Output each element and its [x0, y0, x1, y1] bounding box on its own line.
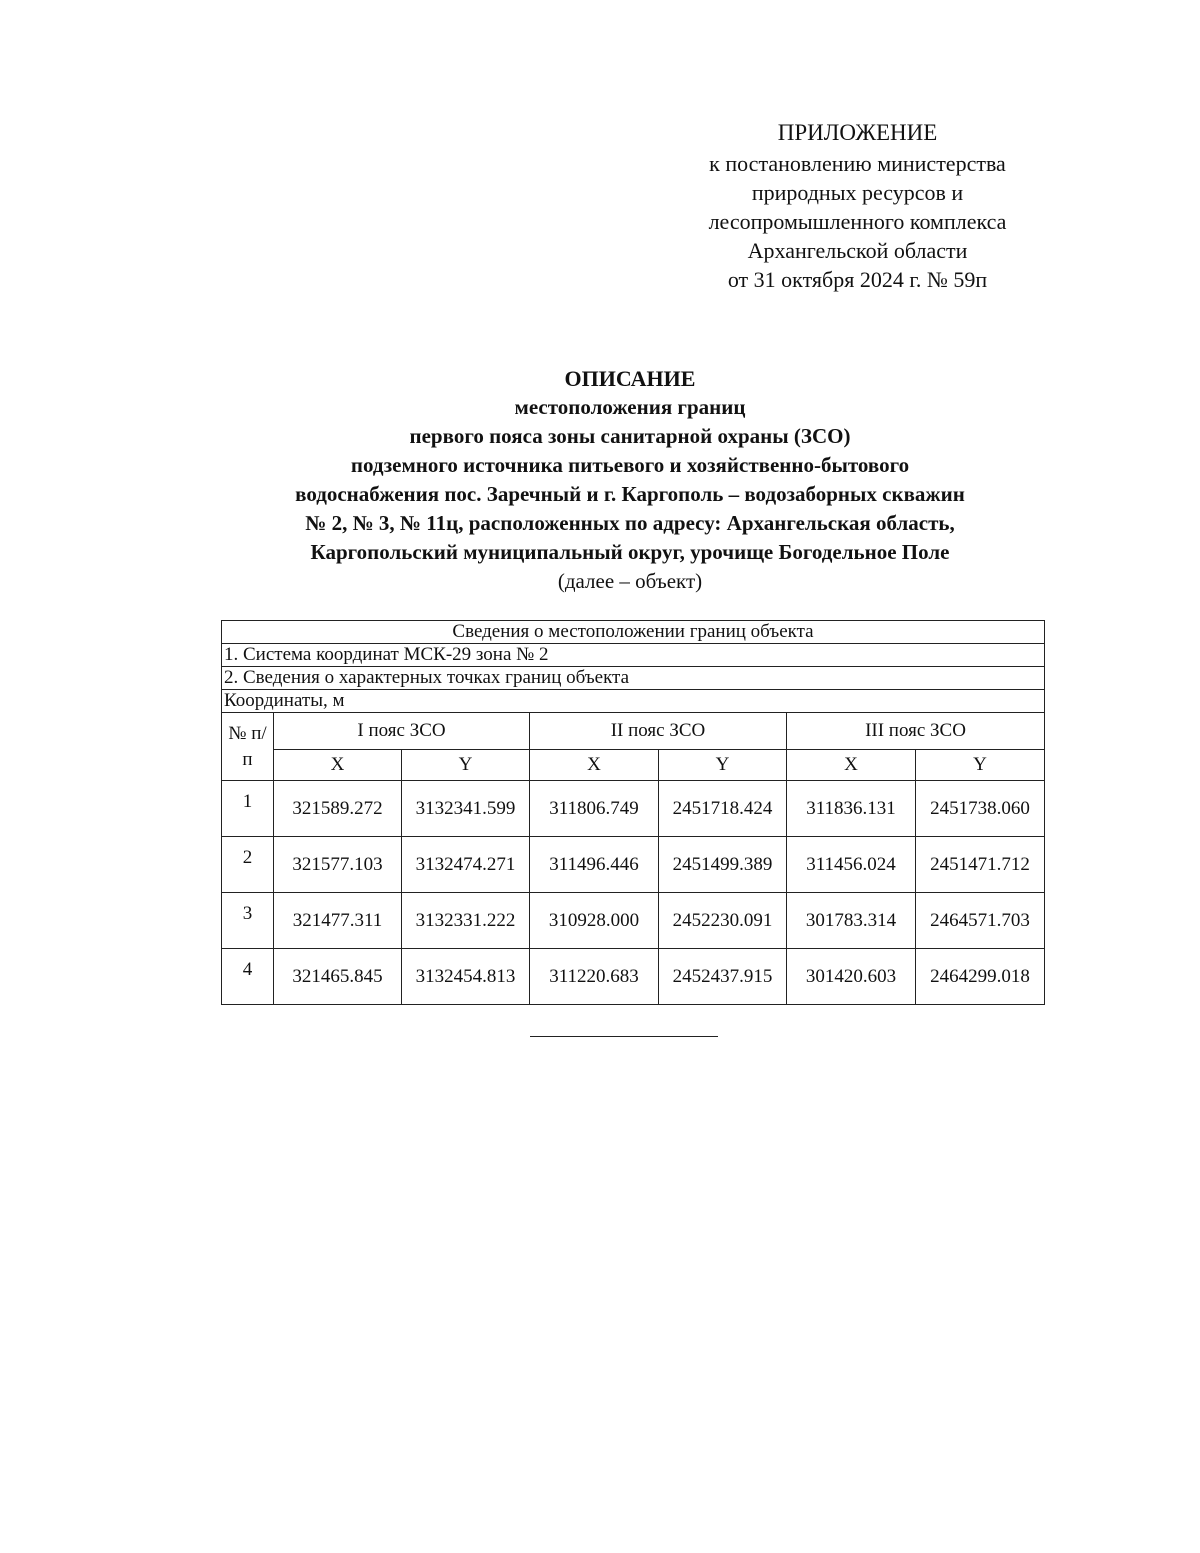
heading-line: Каргопольский муниципальный округ, урочище Богодельное Поле	[310, 540, 950, 564]
axis-header: X	[274, 750, 402, 781]
appendix-title: ПРИЛОЖЕНИЕ	[777, 120, 938, 145]
coordinate-cell: 2451718.424	[659, 781, 787, 837]
coordinate-cell: 3132454.813	[402, 949, 530, 1005]
coordinate-cell: 2451738.060	[916, 781, 1045, 837]
table-info-points: 2. Сведения о характерных точках границ объекта	[222, 667, 1045, 690]
coordinate-cell: 2464571.703	[916, 893, 1045, 949]
heading-line: первого пояса зоны санитарной охраны (ЗСО)	[409, 424, 851, 448]
zone-header-2: II пояс ЗСО	[530, 713, 787, 750]
table-row	[222, 893, 1045, 949]
coordinate-cell: 321589.272	[274, 781, 402, 837]
document-heading	[180, 364, 1080, 596]
coordinate-cell: 311456.024	[787, 837, 916, 893]
coordinates-table	[221, 620, 1045, 1005]
axis-header: Y	[659, 750, 787, 781]
column-header-number	[222, 713, 274, 781]
appendix-date-line: от 31 октября 2024 г. № 59п	[727, 267, 988, 292]
appendix-line: Архангельской области	[747, 238, 968, 263]
axis-header: X	[787, 750, 916, 781]
zone-header-1: I пояс ЗСО	[274, 713, 530, 750]
coordinate-cell: 3132331.222	[402, 893, 530, 949]
appendix-line: лесопромышленного комплекса	[708, 209, 1007, 234]
coordinate-cell: 301783.314	[787, 893, 916, 949]
table-caption: Сведения о местоположении границ объекта	[222, 621, 1045, 644]
appendix-line: природных ресурсов и	[751, 180, 964, 205]
coordinate-cell: 2464299.018	[916, 949, 1045, 1005]
appendix-block	[660, 118, 1055, 294]
appendix-line: к постановлению министерства	[709, 151, 1006, 176]
coordinate-cell: 3132474.271	[402, 837, 530, 893]
heading-line: водоснабжения пос. Заречный и г. Каргополь – водозаборных скважин	[295, 482, 965, 506]
coordinate-cell: 2452437.915	[659, 949, 787, 1005]
table-row	[222, 837, 1045, 893]
heading-line: местоположения границ	[514, 395, 746, 419]
coordinate-cell: 311220.683	[530, 949, 659, 1005]
coordinate-cell: 3132341.599	[402, 781, 530, 837]
coordinate-cell: 311806.749	[530, 781, 659, 837]
zone-header-3: III пояс ЗСО	[787, 713, 1045, 750]
table-info-coordinate-system: 1. Система координат МСК-29 зона № 2	[222, 644, 1045, 667]
end-divider-line	[530, 1036, 718, 1037]
heading-note: (далее – объект)	[557, 569, 703, 593]
row-number-cell: 1	[222, 781, 274, 837]
axis-header: Y	[402, 750, 530, 781]
table-info-units: Координаты, м	[222, 690, 1045, 713]
coordinate-cell: 2451499.389	[659, 837, 787, 893]
table-row	[222, 781, 1045, 837]
heading-line: № 2, № 3, № 11ц, расположенных по адресу: Архангельская область,	[305, 511, 955, 535]
heading-line: подземного источника питьевого и хозяйственно-бытового	[350, 453, 910, 477]
coordinate-cell: 321465.845	[274, 949, 402, 1005]
row-number-cell: 4	[222, 949, 274, 1005]
coordinate-cell: 321477.311	[274, 893, 402, 949]
row-number-cell: 2	[222, 837, 274, 893]
coordinate-cell: 311496.446	[530, 837, 659, 893]
row-number-cell: 3	[222, 893, 274, 949]
table-row	[222, 949, 1045, 1005]
document-title: ОПИСАНИЕ	[564, 366, 696, 391]
coordinate-cell: 301420.603	[787, 949, 916, 1005]
axis-header: Y	[916, 750, 1045, 781]
coordinate-cell: 321577.103	[274, 837, 402, 893]
coordinate-cell: 2452230.091	[659, 893, 787, 949]
axis-header: X	[530, 750, 659, 781]
coordinate-cell: 310928.000	[530, 893, 659, 949]
coordinate-cell: 2451471.712	[916, 837, 1045, 893]
number-header-label: № п/п	[228, 723, 267, 770]
coordinate-cell: 311836.131	[787, 781, 916, 837]
